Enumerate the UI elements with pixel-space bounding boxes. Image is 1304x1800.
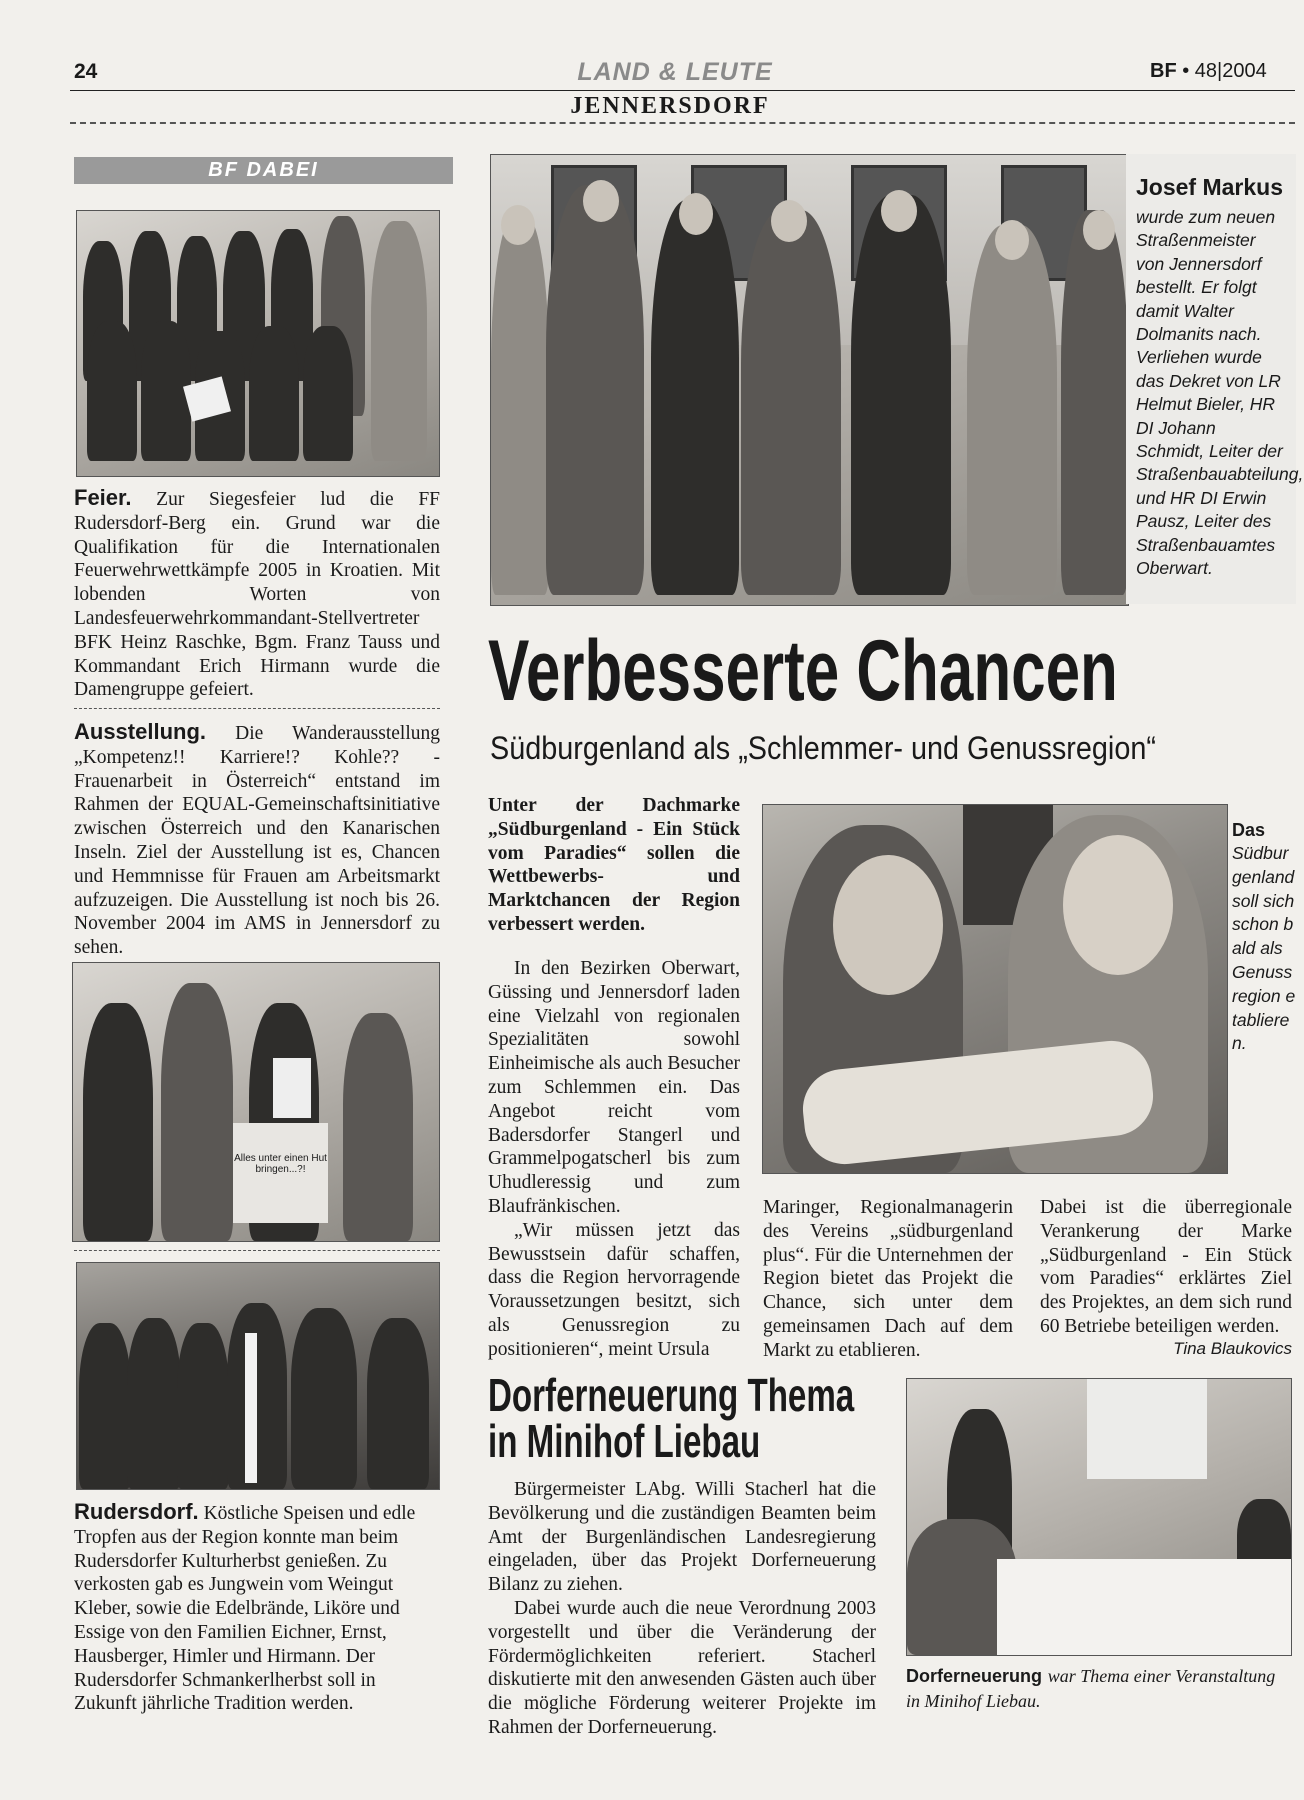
section-title: LAND & LEUTE xyxy=(577,58,773,86)
genussregion-photo xyxy=(762,804,1228,1174)
dorferneuerung-caption xyxy=(906,1664,1290,1714)
strassenmeister-photo xyxy=(490,154,1129,606)
main-subhead: Südburgenland als „Schlemmer- und Genussregion“ xyxy=(490,730,1156,766)
page-number: 24 xyxy=(74,60,98,83)
paper-issue xyxy=(1150,60,1267,83)
markus-name: Josef Markus xyxy=(1136,174,1284,200)
feier-lead: Feier. xyxy=(74,485,132,510)
left-divider-1 xyxy=(74,708,440,709)
markus-caption xyxy=(1126,154,1304,604)
feier-photo xyxy=(76,210,440,477)
region-title: JENNERSDORF xyxy=(570,93,770,119)
bf-dabei-banner xyxy=(74,157,453,184)
rudersdorf-body: Köstliche Speisen und edle Tropfen aus der Region konnte man beim Rudersdorfer Kulturherbst genießen. Zu verkosten gab es Jungwein vom Weingut Kleber, sowie die Edelbrände, Liköre und Essige von den Familien Eichner, Ernst, Hausberger, Himler und Hirmann. Der Rudersdorfer Schmankerlherbst soll in Zukunft jährliche Tradition werden. xyxy=(74,1503,416,1715)
dorferneuerung-photo xyxy=(906,1378,1292,1656)
bullet: • xyxy=(1182,60,1195,82)
main-author: Tina Blaukovics xyxy=(1173,1339,1292,1358)
main-body-p1: In den Bezirken Oberwart, Güssing und Jennersdorf laden eine Vielzahl von regionalen Spezialitäten sowohl Einheimische als auch Besucher zum Schlemmen ein. Das Angebot reicht vom Badersdorfer Stangerl und Grammelpogatscherl bis zum Uhudleressig und zum Blaufränkischen. xyxy=(488,958,740,1217)
second-body-p2: Dabei wurde auch die neue Verordnung 2003 vorgestellt und über die Veränderung der Fördermöglichkeiten referiert. Stacherl diskutierte mit den anwesenden Gästen auch über die mögliche Förderung weiterer Projekte im Rahmen der Dorferneuerung. xyxy=(488,1597,876,1738)
second-body xyxy=(488,1478,876,1740)
genussregion-caption xyxy=(1232,818,1296,1056)
genussregion-caption-text: Südburgenland soll sich schon bald als Genussregion etablieren. xyxy=(1232,843,1296,1054)
dorferneuerung-caption-lead: Dorferneuerung xyxy=(906,1666,1043,1686)
main-headline: Verbesserte Chancen xyxy=(488,623,1118,719)
ausstellung-body: Die Wanderausstellung „Kompetenz!! Karriere!? Kohle?? - Frauenarbeit in Österreich“ entstand im Rahmen der EQUAL-Gemeinschaftsinitiative zwischen Österreich und den Kanarischen Inseln. Ziel der Ausstellung ist es, Chancen und Hemmnisse für Frauen am Arbeitsmarkt aufzuzeigen. Die Ausstellung ist noch bis 26. November 2004 im AMS in Jennersdorf zu sehen. xyxy=(74,723,440,959)
header-rule xyxy=(70,90,1295,91)
hut-sign-text: Alles unter einen Hut bringen...?! xyxy=(234,1153,327,1175)
header-dashed-rule xyxy=(70,122,1295,124)
hut-sign xyxy=(233,1123,328,1223)
ausstellung-text xyxy=(74,720,440,960)
banner-label: BF DABEI xyxy=(208,159,319,181)
second-headline-2: in Minihof Liebau xyxy=(488,1415,761,1467)
second-body-p1: Bürgermeister LAbg. Willi Stacherl hat die Bevölkerung und die zuständigen Beamten beim Amt der Burgenländischen Landesregierung eingeladen, über das Projekt Dorferneuerung Bilanz zu ziehen. xyxy=(488,1479,876,1596)
left-divider-2 xyxy=(74,1250,440,1251)
rudersdorf-lead: Rudersdorf. xyxy=(74,1499,199,1524)
markus-text: wurde zum neuen Straßenmeister von Jennersdorf bestellt. Er folgt damit Walter Dolmanits nach. Verliehen wurde das Dekret von LR Helmut Bieler, HR DI Johann Schmidt, Leiter der Straßenbauabteilung, und HR DI Erwin Pausz, Leiter des Straßenbauamtes Oberwart. xyxy=(1136,207,1304,579)
dorferneuerung-caption-text: war Thema einer Veranstaltung in Minihof Liebau. xyxy=(906,1666,1276,1711)
paper-name: BF xyxy=(1150,60,1177,82)
feier-text xyxy=(74,486,440,702)
second-headline-1: Dorferneuerung Thema xyxy=(488,1369,855,1421)
rudersdorf-photo xyxy=(76,1262,440,1490)
rudersdorf-text xyxy=(74,1500,440,1716)
main-body-col3: Dabei ist die überregionale Verankerung der Marke „Südburgenland - Ein Stück vom Paradies“ erklärtes Ziel des Projektes, an dem sich rund 60 Betriebe beteiligen werden. xyxy=(1040,1197,1292,1337)
feier-body: Zur Siegesfeier lud die FF Rudersdorf-Berg ein. Grund war die Qualifikation für die Internationalen Feuerwehrwettkämpfe 2005 in Kroatien. Mit lobenden Worten von Landesfeuerwehrkommandant-Stellvertreter BFK Heinz Raschke, Bgm. Franz Tauss und Kommandant Erich Hirmann wurde die Damengruppe gefeiert. xyxy=(74,489,441,701)
ausstellung-photo xyxy=(72,962,440,1242)
main-body-col1 xyxy=(488,957,740,1362)
main-body-col2: Maringer, Regionalmanagerin des Vereins „südburgenland plus“. Für die Unternehmen der Region bietet das Projekt die Chance, sich unter dem gemeinsamen Dach auf dem Markt zu etablieren. xyxy=(763,1197,1013,1361)
main-body-p2: „Wir müssen jetzt das Bewusstsein dafür schaffen, dass die Region hervorragende Voraussetzungen besitzt, sich als Genussregion zu positionieren“, meint Ursula xyxy=(488,1219,740,1360)
genussregion-caption-lead: Das xyxy=(1232,820,1266,840)
ausstellung-lead: Ausstellung. xyxy=(74,719,207,744)
main-lede: Unter der Dachmarke „Südburgenland - Ein Stück vom Paradies“ sollen die Wettbewerbs- und Marktchancen der Region verbessert werden. xyxy=(488,795,740,935)
issue-number: 48|2004 xyxy=(1194,60,1267,82)
